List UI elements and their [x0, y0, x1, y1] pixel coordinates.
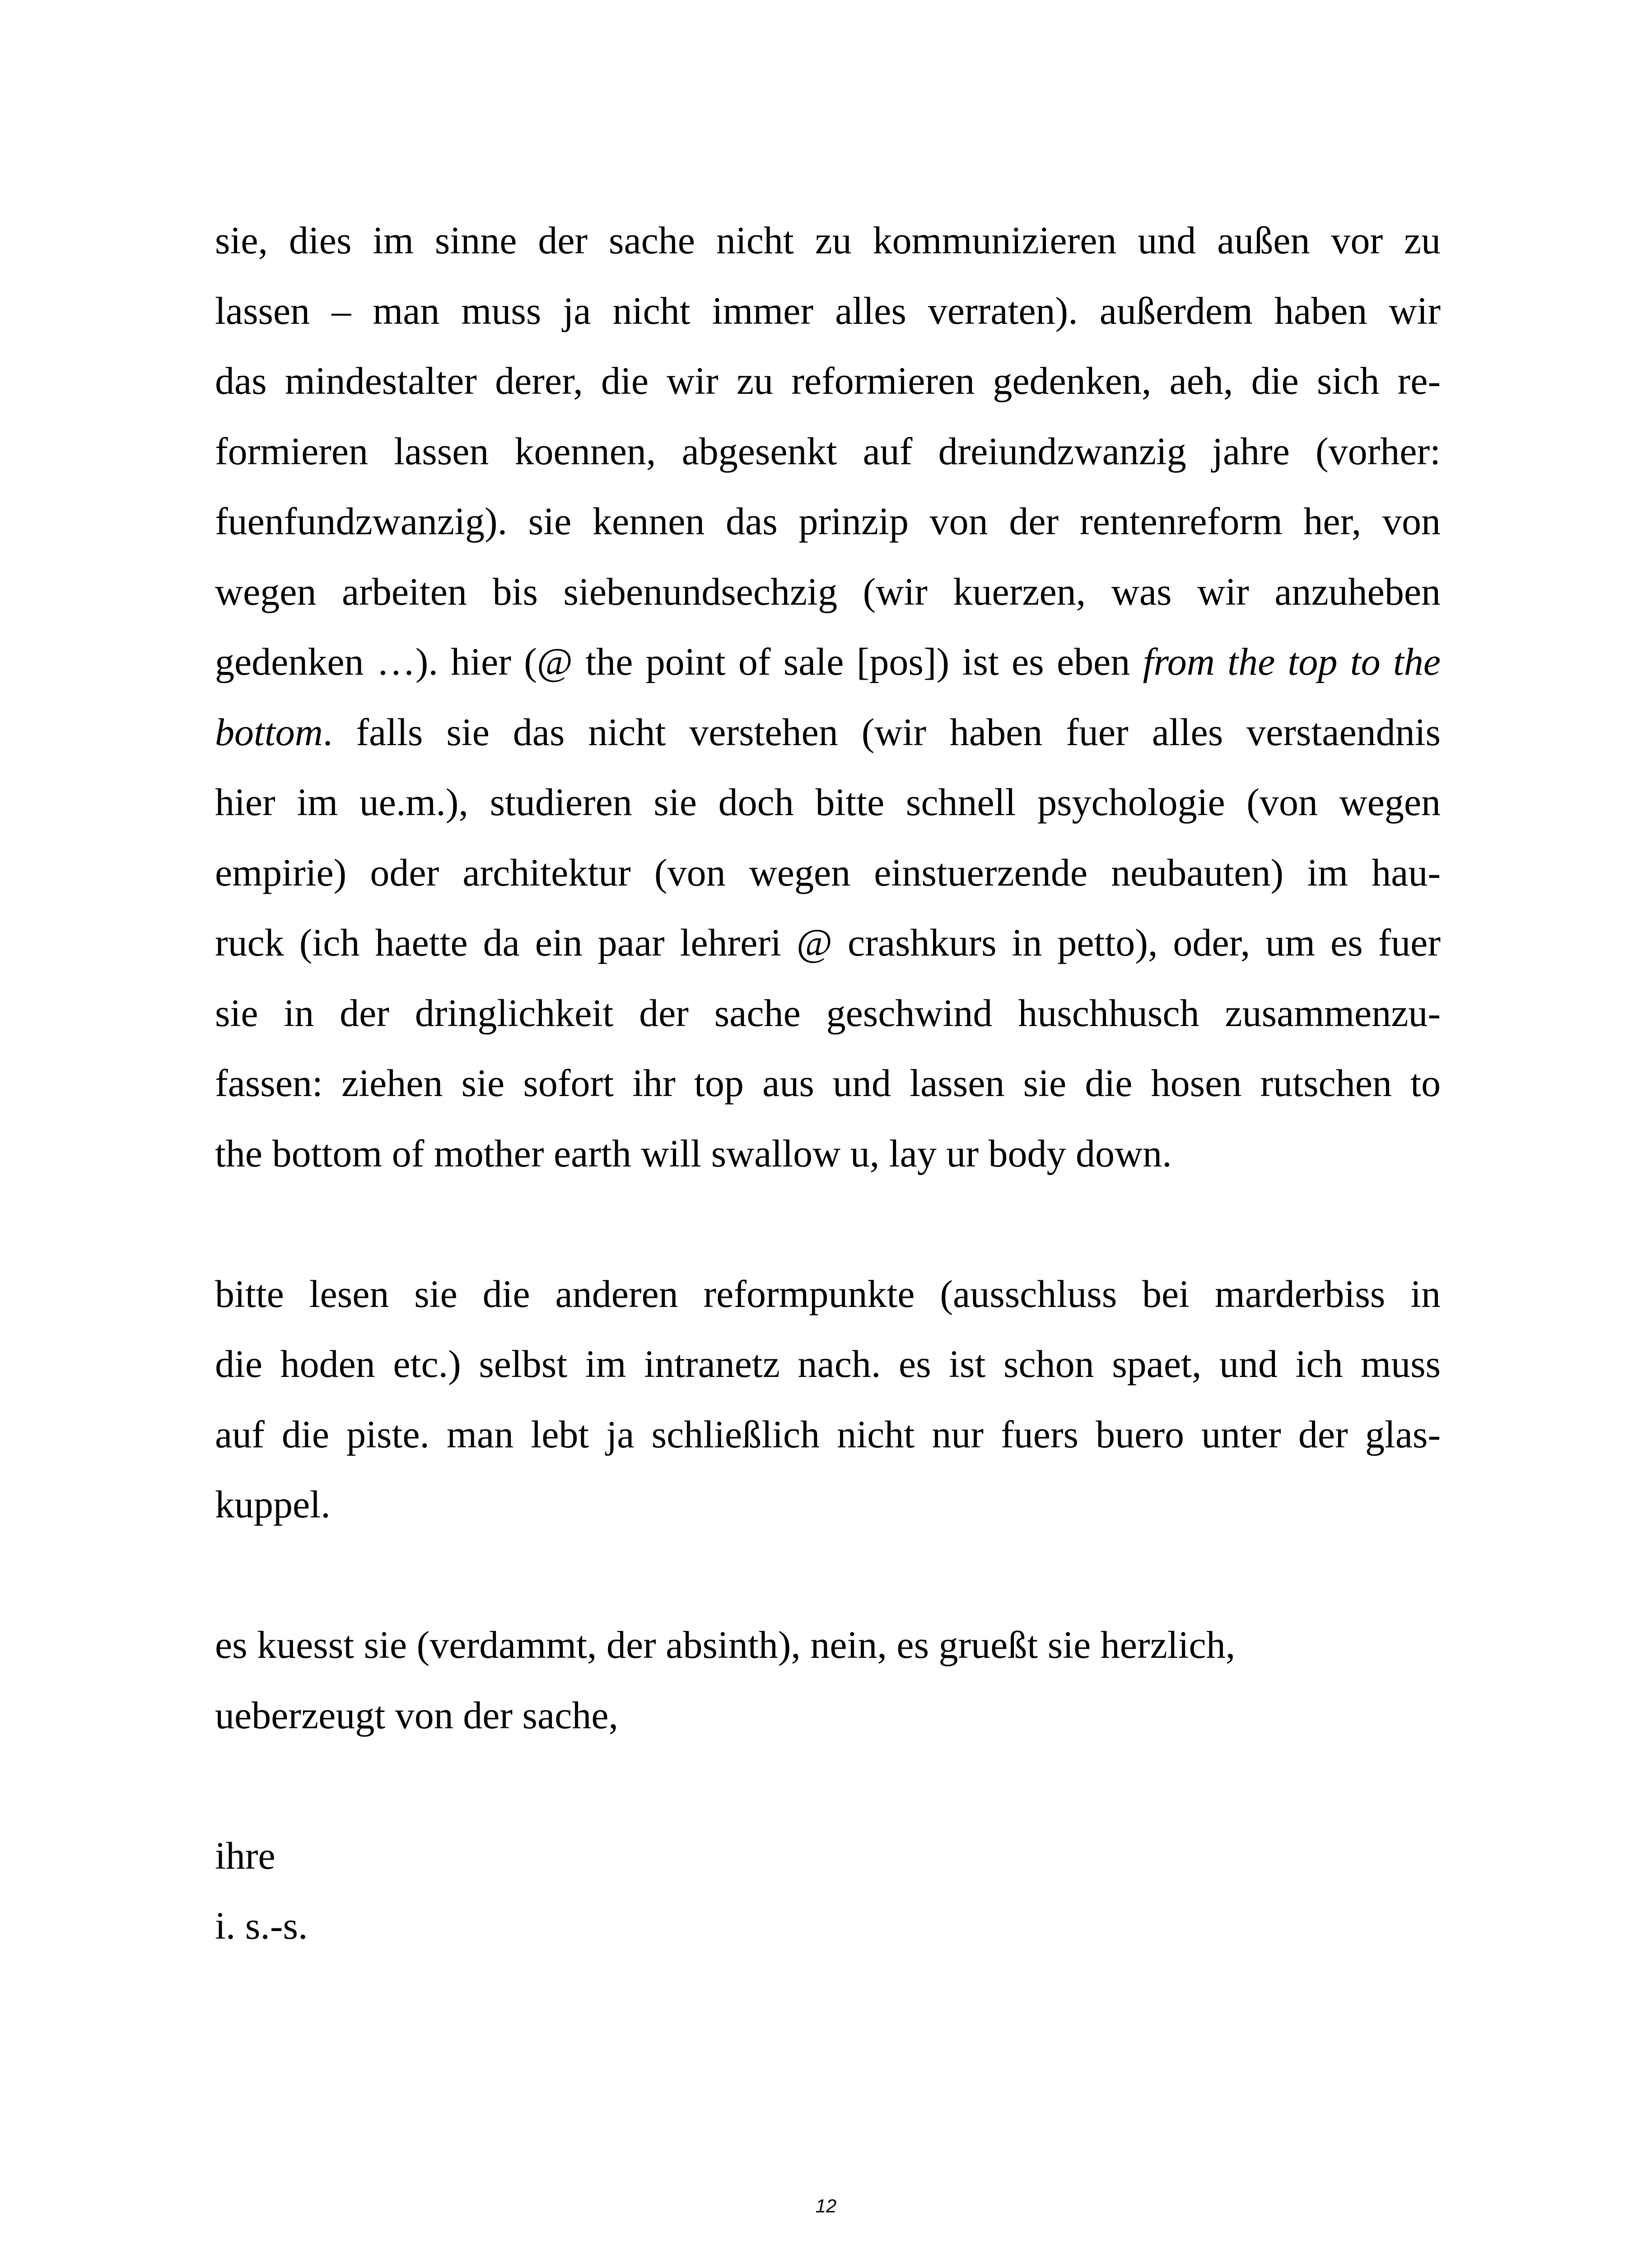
text-segment: empirie) oder architektur (von wegen einstuerzende neubauten) im hau-	[215, 850, 1441, 894]
text-segment: i. s.-s.	[215, 1904, 308, 1947]
text-line	[215, 697, 1441, 768]
text-segment: kuppel.	[215, 1483, 331, 1526]
text-line	[215, 1470, 1441, 1540]
text-segment: sie in der dringlichkeit der sache geschwind huschhusch zusammenzu-	[215, 991, 1441, 1035]
text-line	[215, 1259, 1441, 1330]
text-segment: the bottom of mother earth will swallow u, lay ur body down.	[215, 1131, 1172, 1175]
text-line	[215, 978, 1441, 1049]
text-line	[215, 1610, 1441, 1680]
text-segment: fassen: ziehen sie sofort ihr top aus und lassen sie die hosen rutschen to	[215, 1061, 1441, 1105]
text-line	[215, 557, 1441, 627]
text-line	[215, 838, 1441, 908]
text-segment: sie, dies im sinne der sache nicht zu kommunizieren und außen vor zu	[215, 219, 1441, 262]
text-line	[215, 908, 1441, 978]
text-line	[215, 346, 1441, 416]
text-line	[215, 1400, 1441, 1470]
text-line	[215, 205, 1441, 276]
text-line	[215, 1329, 1441, 1400]
text-segment: auf die piste. man lebt ja schließlich nicht nur fuers buero unter der glas-	[215, 1412, 1441, 1456]
italic-text: from the top to the	[1143, 640, 1441, 683]
text-segment: ihre	[215, 1833, 275, 1877]
text-line	[215, 486, 1441, 557]
text-line	[215, 767, 1441, 838]
text-segment: lassen – man muss ja nicht immer alles verraten). außerdem haben wir	[215, 289, 1441, 332]
text-line	[215, 1048, 1441, 1119]
text-segment: bitte lesen sie die anderen reformpunkte (ausschluss bei marderbiss in	[215, 1272, 1441, 1316]
text-segment: das mindestalter derer, die wir zu reformieren gedenken, aeh, die sich re-	[215, 359, 1441, 402]
italic-text: bottom	[215, 710, 323, 754]
text-line	[215, 276, 1441, 346]
text-line	[215, 1119, 1441, 1189]
text-line	[215, 1891, 1441, 1961]
text-segment: ueberzeugt von der sache,	[215, 1693, 619, 1737]
text-line	[215, 1821, 1441, 1891]
text-segment: gedenken …). hier (@ the point of sale [pos]) ist es eben	[215, 640, 1143, 683]
paragraph-spacer	[215, 1750, 1441, 1821]
text-segment: formieren lassen koennen, abgesenkt auf dreiundzwanzig jahre (vorher:	[215, 429, 1441, 473]
text-segment: ruck (ich haette da ein paar lehreri @ crashkurs in petto), oder, um es fuer	[215, 921, 1441, 964]
text-segment: es kuesst sie (verdammt, der absinth), nein, es grueßt sie herzlich,	[215, 1623, 1236, 1666]
text-segment: wegen arbeiten bis siebenundsechzig (wir kuerzen, was wir anzuheben	[215, 569, 1441, 613]
text-segment: hier im ue.m.), studieren sie doch bitte schnell psychologie (von wegen	[215, 780, 1441, 824]
paragraph-spacer	[215, 1540, 1441, 1610]
text-segment: die hoden etc.) selbst im intranetz nach. es ist schon spaet, und ich muss	[215, 1342, 1441, 1386]
text-line	[215, 1680, 1441, 1751]
page-number: 12	[815, 2195, 837, 2216]
text-segment: fuenfundzwanzig). sie kennen das prinzip von der rentenreform her, von	[215, 499, 1441, 543]
body-text	[215, 205, 1441, 1961]
paragraph-spacer	[215, 1189, 1441, 1259]
text-line	[215, 416, 1441, 487]
text-line	[215, 627, 1441, 697]
text-segment: . falls sie das nicht verstehen (wir haben fuer alles verstaendnis	[322, 710, 1441, 754]
